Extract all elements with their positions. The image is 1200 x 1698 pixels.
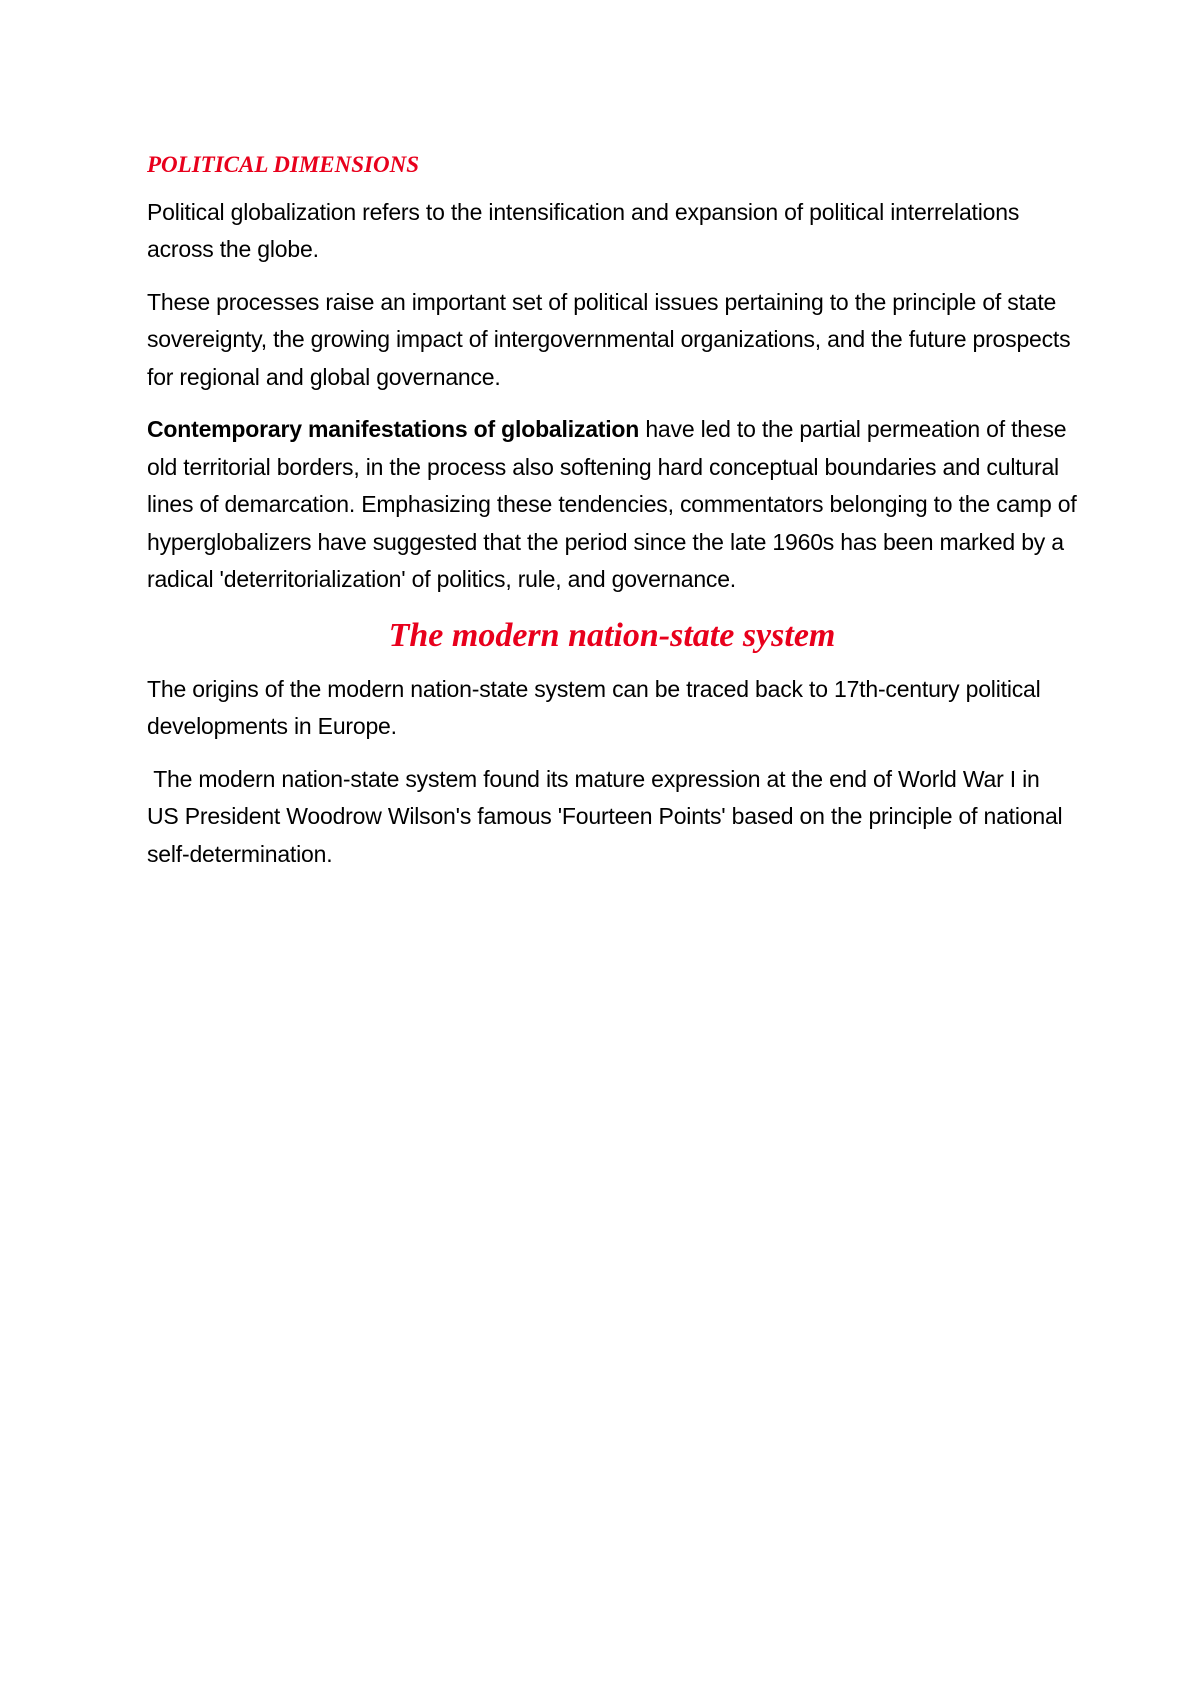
paragraph-contemporary-manifestations — [147, 411, 1077, 599]
bold-phrase: Contemporary manifestations of globalization — [147, 416, 640, 442]
paragraph-political-issues: These processes raise an important set of political issues pertaining to the principle of state sovereignty, the growing impact of intergovernmental organizations, and the future prospects for regional and global governance. — [147, 288, 1071, 390]
section-heading: POLITICAL DIMENSIONS — [147, 152, 420, 177]
paragraph-political-globalization: Political globalization refers to the intensification and expansion of political interrelations across the globe. — [147, 198, 1020, 262]
paragraph-origins: The origins of the modern nation-state system can be traced back to 17th-century political developments in Europe. — [147, 675, 1041, 739]
paragraph-text: have led to the partial permeation of these old territorial borders, in the process also softening hard conceptual boundaries and cultural lines of demarcation. Emphasizing these tendencies, commentators belonging to the camp of hyperglobalizers have suggested that the period since the late 1960s has been marked by a radical 'deterritorialization' of politics, rule, and governance. — [147, 416, 1077, 592]
paragraph-mature-expression: The modern nation-state system found its mature expression at the end of World War I in US President Woodrow Wilson's famous 'Fourteen Points' based on the principle of national self-determination. — [147, 765, 1069, 867]
subheading-nation-state: The modern nation-state system — [388, 616, 836, 654]
document-body — [147, 146, 1077, 888]
